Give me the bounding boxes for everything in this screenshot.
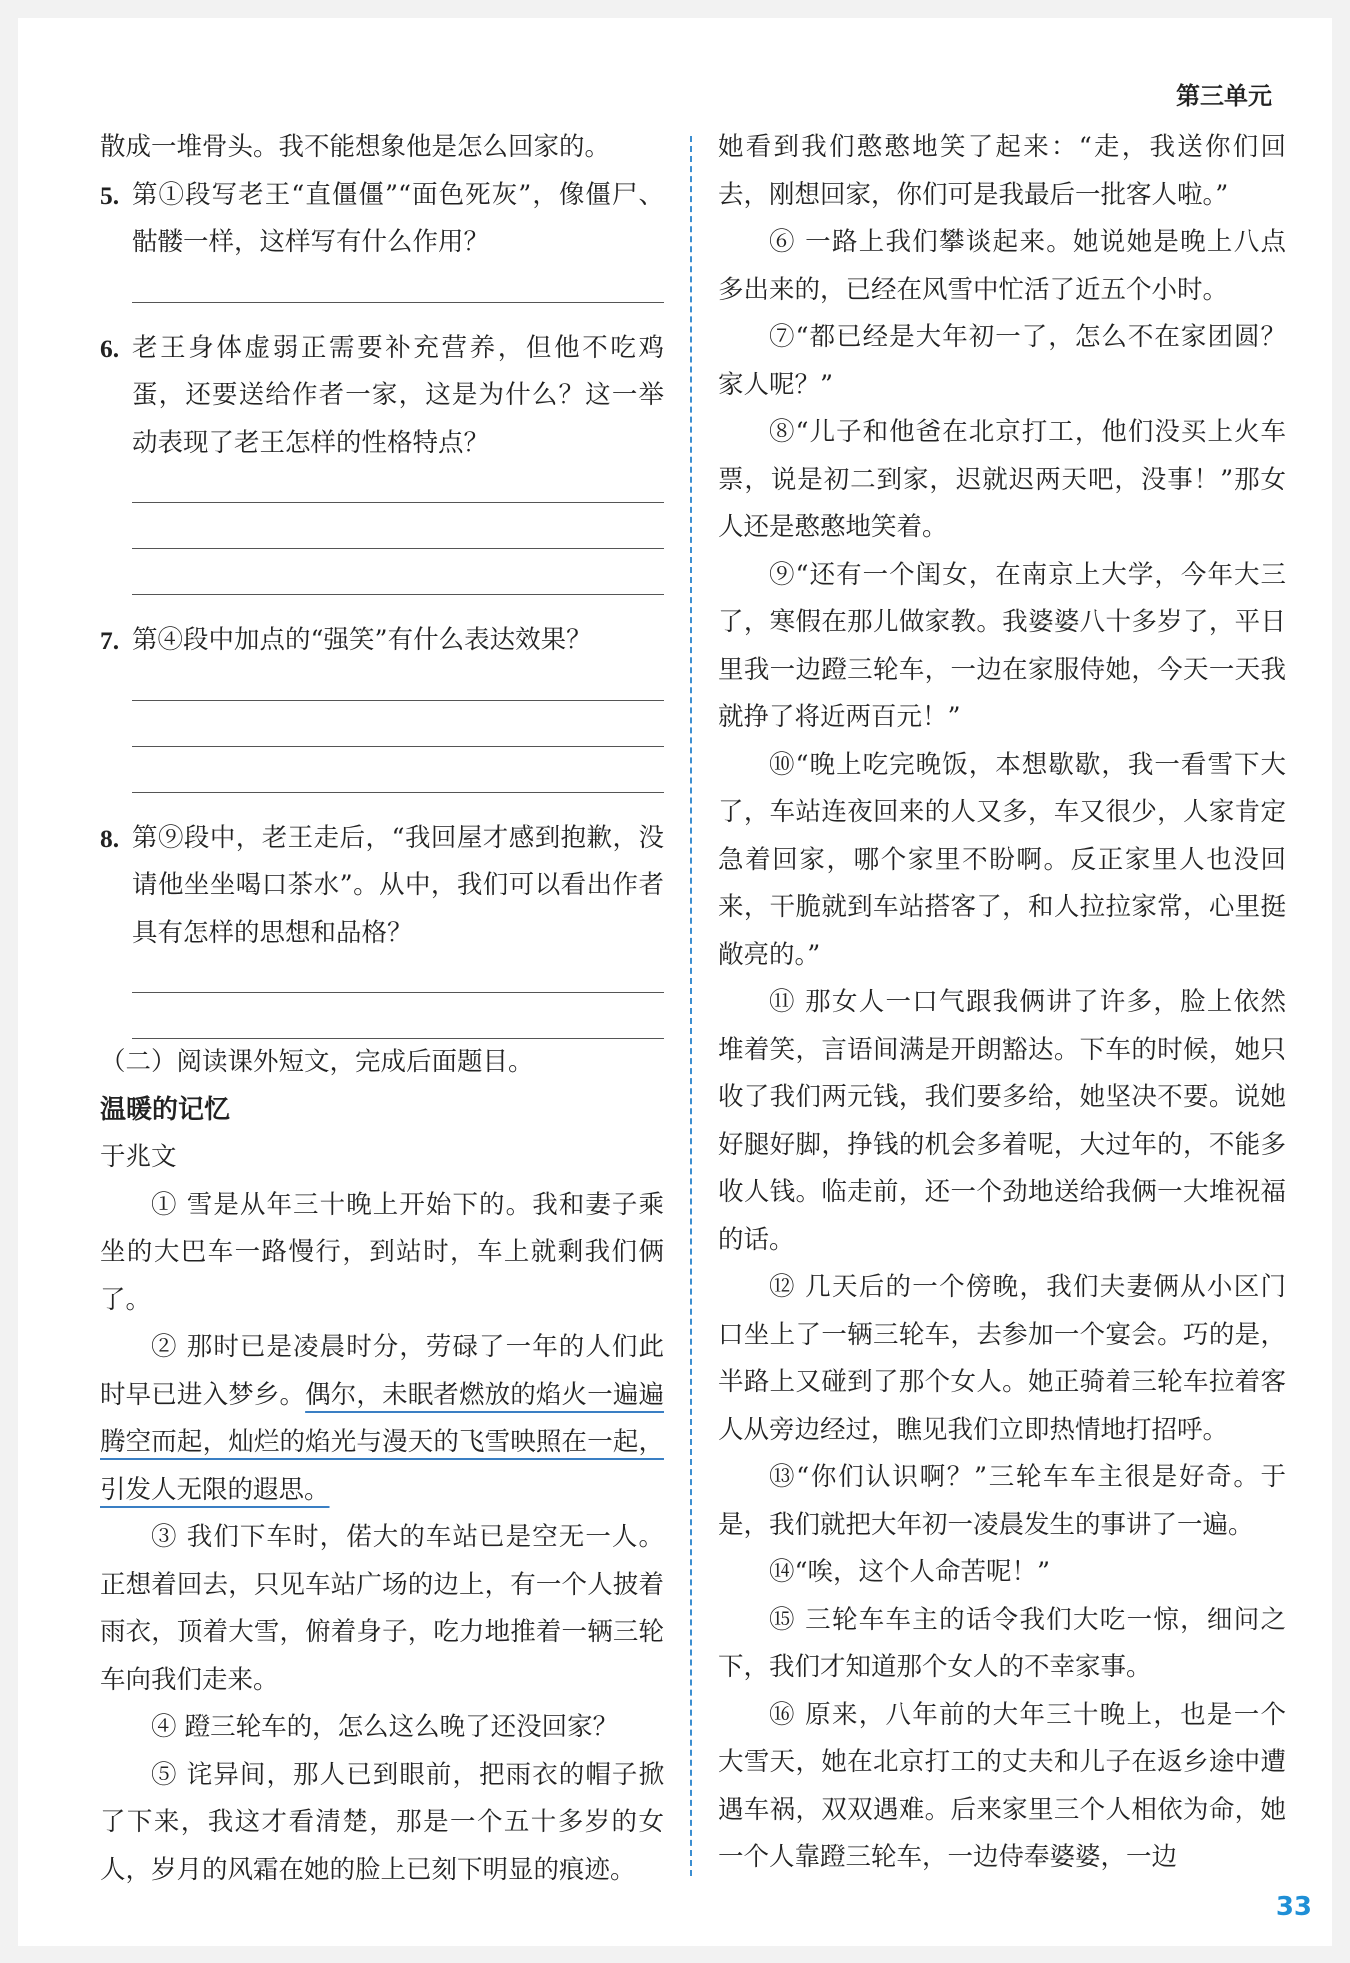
answer-line[interactable]	[132, 567, 664, 595]
paragraph-1: ① 雪是从年三十晚上开始下的。我和妻子乘坐的大巴车一路慢行，到站时，车上就剩我们俩了。	[100, 1189, 664, 1315]
paragraph-8: ⑧“儿子和他爸在北京打工，他们没买上火车票，说是初二到家，迟就迟两天吧，没事！”那女人还是憨憨地笑着。	[718, 417, 1286, 542]
answer-line[interactable]	[132, 275, 664, 303]
paragraph-5-continued: 她看到我们憨憨地笑了起来：“走，我送你们回去，刚想回家，你们可是我最后一批客人啦。”	[718, 132, 1286, 210]
answer-line[interactable]	[132, 765, 664, 793]
paragraph-13: ⑬“你们认识啊？”三轮车车主很是好奇。于是，我们就把大年初一凌晨发生的事讲了一遍。	[718, 1462, 1286, 1540]
paragraph-6: ⑥ 一路上我们攀谈起来。她说她是晚上八点多出来的，已经在风雪中忙活了近五个小时。	[718, 227, 1286, 305]
paragraph-14: ⑭“唉，这个人命苦呢！”	[769, 1557, 1051, 1587]
paragraph-11: ⑪ 那女人一口气跟我俩讲了许多，脸上依然堆着笑，言语间满是开朗豁达。下车的时候，她只收了我们两元钱，我们要多给，她坚决不要。说她好腿好脚，挣钱的机会多着呢，大过年的，不能多收人钱。临走前，还一个劲地送给我俩一大堆祝福的话。	[718, 987, 1286, 1255]
paragraph-12: ⑫ 几天后的一个傍晚，我们夫妻俩从小区门口坐上了一辆三轮车，去参加一个宴会。巧的是，半路上又碰到了那个女人。她正骑着三轮车拉着客人从旁边经过，瞧见我们立即热情地打招呼。	[718, 1272, 1286, 1445]
right-column	[718, 124, 1286, 1882]
question-number: 5.	[100, 180, 120, 210]
underlined-sentence: 偶尔，未眠者燃放的焰火一遍遍腾空而起，灿烂的焰光与漫天的飞雪映照在一起，引发人无限的遐思。	[100, 1379, 664, 1505]
question-number: 7.	[100, 626, 120, 655]
left-column	[100, 124, 664, 1894]
unit-header: 第三单元	[1176, 82, 1272, 110]
paragraph-10: ⑩“晚上吃完晚饭，本想歇歇，我一看雪下大了，车站连夜回来的人又多，车又很少，人家肯定急着回家，哪个家里不盼啊。反正家里人也没回来，干脆就到车站搭客了，和人拉拉家常，心里挺敞亮的。”	[718, 749, 1286, 970]
paragraph-9: ⑨“还有一个闺女，在南京上大学，今年大三了，寒假在那儿做家教。我婆婆八十多岁了，平日里我一边蹬三轮车，一边在家服侍她，今天一天我就挣了将近两百元！”	[718, 559, 1286, 732]
paragraph-7: ⑦“都已经是大年初一了，怎么不在家团圆？家人呢？”	[718, 322, 1286, 400]
question-text: 第①段写老王“直僵僵”“面色死灰”，像僵尸、骷髅一样，这样写有什么作用？	[132, 179, 664, 257]
paragraph-2-text: ② 那时已是凌晨时分，劳碌了一年的人们此时早已进入梦乡。	[100, 1332, 664, 1410]
story-title: 温暖的记忆	[100, 1094, 231, 1125]
section-heading: （二）阅读课外短文，完成后面题目。	[100, 1047, 534, 1077]
passage-continuation: 散成一堆骨头。我不能想象他是怎么回家的。	[100, 132, 611, 162]
story-author: 于兆文	[100, 1142, 177, 1172]
page-number: 33	[1275, 1892, 1312, 1922]
paragraph-5: ⑤ 诧异间，那人已到眼前，把雨衣的帽子掀了下来，我这才看清楚，那是一个五十多岁的女人，岁月的风霜在她的脸上已刻下明显的痕迹。	[100, 1759, 664, 1885]
answer-line[interactable]	[132, 719, 664, 747]
question-5	[100, 172, 664, 267]
answer-line[interactable]	[132, 1011, 664, 1039]
workbook-page	[18, 18, 1332, 1946]
question-text: 第⑨段中，老王走后，“我回屋才感到抱歉，没请他坐坐喝口茶水”。从中，我们可以看出作者具有怎样的思想和品格？	[132, 822, 664, 948]
column-divider	[690, 136, 692, 1876]
paragraph-4: ④ 蹬三轮车的，怎么这么晚了还没回家？	[151, 1712, 619, 1742]
paragraph-2	[100, 1324, 664, 1514]
answer-line[interactable]	[132, 521, 664, 549]
question-8	[100, 815, 664, 958]
paragraph-3: ③ 我们下车时，偌大的车站已是空无一人。正想着回去，只见车站广场的边上，有一个人披着雨衣，顶着大雪，俯着身子，吃力地推着一辆三轮车向我们走来。	[100, 1522, 664, 1695]
question-text: 第④段中加点的“强笑”有什么表达效果？	[132, 625, 592, 655]
answer-line[interactable]	[132, 673, 664, 701]
answer-line[interactable]	[132, 475, 664, 503]
question-number: 8.	[100, 823, 120, 853]
paragraph-16: ⑯ 原来，八年前的大年三十晚上，也是一个大雪天，她在北京打工的丈夫和儿子在返乡途中遭遇车祸，双双遇难。后来家里三个人相依为命，她一个人靠蹬三轮车，一边侍奉婆婆，一边	[718, 1699, 1286, 1872]
question-6	[100, 325, 664, 468]
question-text: 老王身体虚弱正需要补充营养，但他不吃鸡蛋，还要送给作者一家，这是为什么？这一举动表现了老王怎样的性格特点？	[132, 332, 664, 458]
question-number: 6.	[100, 333, 120, 363]
answer-line[interactable]	[132, 965, 664, 993]
paragraph-15: ⑮ 三轮车车主的话令我们大吃一惊，细问之下，我们才知道那个女人的不幸家事。	[718, 1604, 1286, 1682]
question-7	[100, 617, 664, 665]
